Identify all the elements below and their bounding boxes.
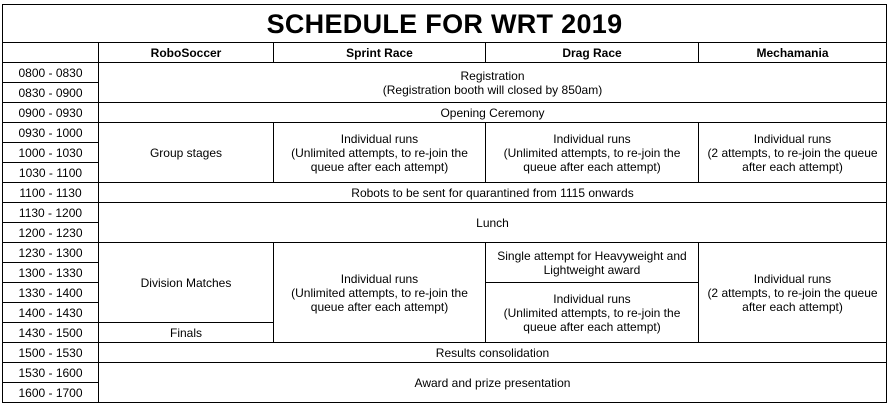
runs-note: (2 attempts, to re-join the queue: [707, 145, 878, 160]
runs-note: after each attempt): [742, 159, 843, 174]
time-cell: 1600 - 1700: [3, 383, 99, 403]
header-mechamania: Mechamania: [699, 43, 887, 63]
mechamania-runs-cell: [699, 243, 887, 343]
single-attempt-cell: [486, 243, 699, 283]
lunch-cell: Lunch: [99, 203, 887, 243]
time-cell: 0930 - 1000: [3, 123, 99, 143]
opening-ceremony-cell: Opening Ceremony: [99, 103, 887, 123]
division-matches-cell: Division Matches: [99, 243, 274, 323]
time-cell: 1400 - 1430: [3, 303, 99, 323]
runs-note: (Unlimited attempts, to re-join the: [503, 145, 681, 160]
runs-note: queue after each attempt): [523, 319, 661, 334]
runs-note: queue after each attempt): [310, 159, 449, 174]
time-cell: 0900 - 0930: [3, 103, 99, 123]
runs-title: Individual runs: [753, 271, 832, 286]
registration-note: (Registration booth will closed by 850am): [382, 82, 603, 97]
results-consolidation-cell: Results consolidation: [99, 343, 887, 363]
schedule-title: SCHEDULE FOR WRT 2019: [3, 5, 887, 43]
drag-runs-cell: [486, 123, 699, 183]
runs-title: Individual runs: [553, 131, 631, 146]
drag-runs-cell: [486, 283, 699, 343]
time-cell: 1230 - 1300: [3, 243, 99, 263]
time-cell: 0800 - 0830: [3, 63, 99, 83]
time-cell: 1330 - 1400: [3, 283, 99, 303]
time-cell: 1200 - 1230: [3, 223, 99, 243]
sprint-runs-cell: [274, 243, 486, 343]
runs-note: (Unlimited attempts, to re-join the: [503, 305, 681, 320]
sprint-runs-cell: [274, 123, 486, 183]
quarantine-cell: Robots to be sent for quarantined from 1115 onwards: [99, 183, 887, 203]
runs-note: (2 attempts, to re-join the queue: [707, 285, 878, 300]
time-cell: 1500 - 1530: [3, 343, 99, 363]
header-robosoccer: RoboSoccer: [99, 43, 274, 63]
runs-note: (Unlimited attempts, to re-join the: [291, 145, 468, 160]
time-cell: 1100 - 1130: [3, 183, 99, 203]
header-sprint-race: Sprint Race: [274, 43, 486, 63]
runs-title: Individual runs: [340, 131, 419, 146]
single-attempt-note: Lightweight award: [543, 262, 641, 277]
time-cell: 1300 - 1330: [3, 263, 99, 283]
registration-label: Registration: [460, 68, 525, 83]
runs-note: after each attempt): [742, 299, 843, 314]
single-attempt-title: Single attempt for Heavyweight and: [497, 248, 687, 263]
runs-note: (Unlimited attempts, to re-join the: [291, 285, 468, 300]
time-cell: 0830 - 0900: [3, 83, 99, 103]
time-cell: 1030 - 1100: [3, 163, 99, 183]
time-cell: 1000 - 1030: [3, 143, 99, 163]
header-time: [3, 43, 99, 63]
header-drag-race: Drag Race: [486, 43, 699, 63]
runs-note: queue after each attempt): [523, 159, 661, 174]
runs-title: Individual runs: [340, 271, 419, 286]
time-cell: 1430 - 1500: [3, 323, 99, 343]
schedule-table: [2, 4, 887, 403]
registration-cell: [99, 63, 887, 103]
finals-cell: Finals: [99, 323, 274, 343]
runs-note: queue after each attempt): [310, 299, 449, 314]
award-presentation-cell: Award and prize presentation: [99, 363, 887, 403]
runs-title: Individual runs: [553, 291, 631, 306]
mechamania-runs-cell: [699, 123, 887, 183]
group-stages-cell: Group stages: [99, 123, 274, 183]
runs-title: Individual runs: [753, 131, 832, 146]
time-cell: 1130 - 1200: [3, 203, 99, 223]
time-cell: 1530 - 1600: [3, 363, 99, 383]
